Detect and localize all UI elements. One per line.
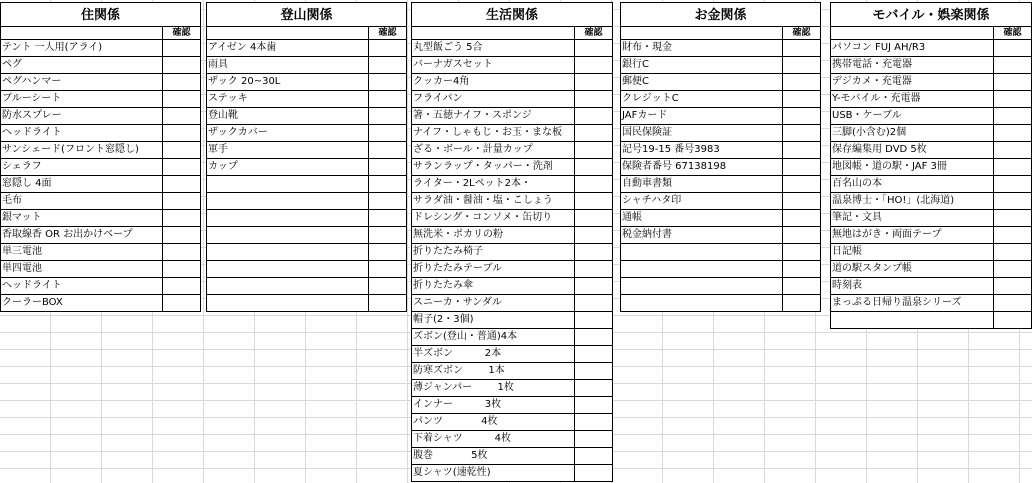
- checklist-row: [1, 210, 200, 227]
- item-cell[interactable]: 香取線香 OR お出かけベープ: [2, 229, 133, 240]
- item-cell[interactable]: 折りたたみ傘: [413, 280, 473, 291]
- item-cell[interactable]: [207, 261, 368, 277]
- checklist-row: [207, 91, 406, 108]
- column-header-row: [207, 26, 406, 40]
- check-cell[interactable]: [782, 159, 820, 175]
- check-cell[interactable]: [574, 142, 612, 158]
- item-cell[interactable]: クーラーBOX: [2, 297, 63, 308]
- check-cell[interactable]: [782, 278, 820, 294]
- checklist-row: [621, 227, 820, 244]
- checklist-row: [831, 227, 1031, 244]
- check-cell[interactable]: [574, 193, 612, 209]
- checklist-row: [412, 57, 612, 74]
- item-cell[interactable]: ザックカバー: [208, 127, 268, 138]
- checklist-row: [1, 91, 200, 108]
- checklist-row: [412, 414, 612, 431]
- check-cell[interactable]: [574, 295, 612, 311]
- item-cell[interactable]: [621, 244, 782, 260]
- block-title: 登山関係: [207, 2, 406, 26]
- checklist-row: [207, 176, 406, 193]
- check-column-header[interactable]: 確認: [574, 27, 612, 39]
- item-cell[interactable]: ブルーシート: [2, 93, 62, 104]
- column-header-row: [621, 26, 820, 40]
- item-cell[interactable]: 三脚(小含む)2個: [832, 127, 907, 138]
- check-cell[interactable]: [368, 210, 406, 226]
- check-cell[interactable]: [162, 295, 200, 311]
- item-cell[interactable]: 時刻表: [832, 280, 862, 291]
- check-cell[interactable]: [782, 91, 820, 107]
- item-cell[interactable]: デジカメ・充電器: [832, 76, 912, 87]
- check-cell[interactable]: [574, 244, 612, 260]
- column-header-row: [831, 26, 1031, 40]
- checklist-row: [207, 278, 406, 295]
- check-cell[interactable]: [993, 244, 1031, 260]
- checklist-row: [207, 74, 406, 91]
- check-cell[interactable]: [993, 159, 1031, 175]
- checklist-row: [207, 142, 406, 159]
- item-cell[interactable]: 地図帳・道の駅・JAF 3冊: [832, 161, 947, 172]
- check-cell[interactable]: [574, 108, 612, 124]
- checklist-row: [831, 91, 1031, 108]
- check-cell[interactable]: [574, 210, 612, 226]
- check-cell[interactable]: [368, 74, 406, 90]
- item-cell[interactable]: 携帯電話・充電器: [832, 59, 912, 70]
- checklist-row: [621, 74, 820, 91]
- check-cell[interactable]: [993, 193, 1031, 209]
- item-cell[interactable]: [831, 312, 993, 328]
- checklist-row: [207, 193, 406, 210]
- block-title: お金関係: [621, 2, 820, 26]
- check-cell[interactable]: [574, 431, 612, 447]
- check-column-header[interactable]: 確認: [368, 27, 406, 39]
- check-cell[interactable]: [782, 74, 820, 90]
- item-cell[interactable]: クレジットC: [622, 93, 679, 104]
- item-cell[interactable]: クッカー4角: [413, 76, 470, 87]
- check-cell[interactable]: [162, 57, 200, 73]
- checklist-row: [412, 448, 612, 465]
- checklist-row: [621, 91, 820, 108]
- check-cell[interactable]: [574, 261, 612, 277]
- checklist-row: [412, 125, 612, 142]
- item-cell[interactable]: 半ズボン 2本: [413, 348, 502, 359]
- checklist-row: [621, 244, 820, 261]
- check-column-header[interactable]: 確認: [993, 27, 1031, 39]
- checklist-row: [831, 193, 1031, 210]
- checklist-row: [1, 57, 200, 74]
- checklist-row: [1, 142, 200, 159]
- checklist-row: [621, 125, 820, 142]
- item-cell[interactable]: 防寒ズボン 1本: [413, 365, 505, 376]
- checklist-row: [412, 363, 612, 380]
- check-cell[interactable]: [574, 312, 612, 328]
- check-cell[interactable]: [993, 125, 1031, 141]
- item-column-header[interactable]: [1, 27, 162, 39]
- item-cell[interactable]: スニーカ・サンダル: [413, 297, 502, 308]
- check-column-header[interactable]: 確認: [162, 27, 200, 39]
- checklist-row: [1, 261, 200, 278]
- item-cell[interactable]: ペグハンマー: [2, 76, 62, 87]
- check-cell[interactable]: [993, 74, 1031, 90]
- checklist-row: [621, 193, 820, 210]
- check-cell[interactable]: [782, 295, 820, 311]
- check-cell[interactable]: [574, 278, 612, 294]
- item-cell[interactable]: 道の駅スタンプ帳: [832, 263, 912, 274]
- checklist-block: [0, 2, 201, 312]
- item-column-header[interactable]: [831, 27, 993, 39]
- item-cell[interactable]: [621, 295, 782, 311]
- check-cell[interactable]: [574, 57, 612, 73]
- check-cell[interactable]: [782, 210, 820, 226]
- item-cell[interactable]: 通帳: [622, 212, 642, 223]
- item-cell[interactable]: ドレシング・コンソメ・缶切り: [413, 212, 553, 223]
- check-cell[interactable]: [368, 295, 406, 311]
- item-cell[interactable]: ライター・2Lペット2本・: [413, 178, 531, 189]
- checklist-row: [831, 74, 1031, 91]
- item-cell[interactable]: 無地はがき・両面テープ: [832, 229, 942, 240]
- item-cell[interactable]: Y-モバイル・充電器: [832, 93, 921, 104]
- item-cell[interactable]: 自動車書類: [622, 178, 672, 189]
- checklist-row: [621, 295, 820, 312]
- item-cell[interactable]: カップ: [208, 161, 238, 172]
- checklist-row: [412, 380, 612, 397]
- check-cell[interactable]: [368, 176, 406, 192]
- check-cell[interactable]: [574, 40, 612, 56]
- check-cell[interactable]: [993, 40, 1031, 56]
- item-cell[interactable]: パソコン FUJ AH/R3: [832, 42, 926, 53]
- checklist-block: [411, 2, 613, 482]
- checklist-row: [621, 261, 820, 278]
- check-cell[interactable]: [993, 312, 1031, 328]
- checklist-row: [621, 108, 820, 125]
- item-cell[interactable]: 単四電池: [2, 263, 42, 274]
- item-cell[interactable]: まっぷる日帰り温泉シリーズ: [832, 297, 962, 308]
- item-cell[interactable]: 銀行C: [622, 59, 649, 70]
- check-cell[interactable]: [162, 125, 200, 141]
- check-cell[interactable]: [368, 261, 406, 277]
- checklist-row: [831, 159, 1031, 176]
- checklist-row: [1, 244, 200, 261]
- checklist-row: [207, 57, 406, 74]
- item-cell[interactable]: [207, 295, 368, 311]
- checklist-row: [621, 159, 820, 176]
- item-cell[interactable]: 百名山の本: [832, 178, 882, 189]
- item-cell[interactable]: 雨具: [208, 59, 228, 70]
- check-cell[interactable]: [782, 142, 820, 158]
- checklist-row: [412, 261, 612, 278]
- check-cell[interactable]: [162, 244, 200, 260]
- item-cell[interactable]: インナー 3枚: [413, 399, 502, 410]
- check-cell[interactable]: [574, 448, 612, 464]
- check-cell[interactable]: [162, 193, 200, 209]
- checklist-row: [831, 142, 1031, 159]
- check-cell[interactable]: [993, 261, 1031, 277]
- check-cell[interactable]: [162, 159, 200, 175]
- checklist-row: [207, 108, 406, 125]
- checklist-row: [831, 312, 1031, 329]
- checklist-row: [831, 261, 1031, 278]
- checklist-row: [831, 295, 1031, 312]
- item-cell[interactable]: 筆記・文具: [832, 212, 882, 223]
- check-cell[interactable]: [993, 176, 1031, 192]
- item-cell[interactable]: [207, 176, 368, 192]
- check-cell[interactable]: [574, 176, 612, 192]
- item-cell[interactable]: ズボン(登山・普通)4本: [413, 331, 518, 342]
- checklist-row: [412, 465, 612, 482]
- item-cell[interactable]: 窓隠し 4面: [2, 178, 52, 189]
- check-cell[interactable]: [993, 142, 1031, 158]
- check-cell[interactable]: [993, 57, 1031, 73]
- checklist-row: [1, 278, 200, 295]
- check-cell[interactable]: [782, 125, 820, 141]
- item-column-header[interactable]: [207, 27, 368, 39]
- checklist-row: [412, 244, 612, 261]
- check-cell[interactable]: [162, 176, 200, 192]
- block-title: モバイル・娯楽関係: [831, 2, 1031, 26]
- check-cell[interactable]: [993, 108, 1031, 124]
- checklist-row: [412, 227, 612, 244]
- checklist-row: [1, 227, 200, 244]
- item-column-header[interactable]: [621, 27, 782, 39]
- check-cell[interactable]: [162, 227, 200, 243]
- item-cell[interactable]: [207, 193, 368, 209]
- check-column-header[interactable]: 確認: [782, 27, 820, 39]
- checklist-row: [412, 142, 612, 159]
- check-cell[interactable]: [782, 176, 820, 192]
- item-column-header[interactable]: [412, 27, 574, 39]
- check-cell[interactable]: [368, 227, 406, 243]
- check-cell[interactable]: [368, 108, 406, 124]
- item-cell[interactable]: 郵便C: [622, 76, 649, 87]
- checklist-row: [412, 295, 612, 312]
- check-cell[interactable]: [782, 261, 820, 277]
- check-cell[interactable]: [162, 261, 200, 277]
- check-cell[interactable]: [993, 295, 1031, 311]
- check-cell[interactable]: [368, 40, 406, 56]
- check-cell[interactable]: [162, 108, 200, 124]
- item-cell[interactable]: ステッキ: [208, 93, 248, 104]
- item-cell[interactable]: アイゼン 4本歯: [208, 42, 277, 53]
- checklist-row: [621, 57, 820, 74]
- item-cell[interactable]: ヘッドライト: [2, 127, 62, 138]
- check-cell[interactable]: [574, 125, 612, 141]
- item-cell[interactable]: [621, 278, 782, 294]
- checklist-row: [1, 74, 200, 91]
- checklist-row: [412, 397, 612, 414]
- checklist-row: [1, 295, 200, 312]
- checklist-row: [412, 312, 612, 329]
- item-cell[interactable]: シャチハタ印: [622, 195, 682, 206]
- checklist-row: [412, 40, 612, 57]
- block-title: 生活関係: [412, 2, 612, 26]
- check-cell[interactable]: [993, 227, 1031, 243]
- checklist-row: [621, 40, 820, 57]
- checklist-row: [207, 244, 406, 261]
- check-cell[interactable]: [162, 142, 200, 158]
- checklist-row: [621, 142, 820, 159]
- check-cell[interactable]: [993, 91, 1031, 107]
- checklist-row: [831, 210, 1031, 227]
- checklist-block: [830, 2, 1032, 329]
- checklist-row: [831, 57, 1031, 74]
- check-cell[interactable]: [574, 414, 612, 430]
- item-cell[interactable]: パンツ 4枚: [413, 416, 498, 427]
- item-cell[interactable]: 折りたたみテーブル: [413, 263, 503, 274]
- item-cell[interactable]: 税金納付書: [622, 229, 672, 240]
- item-cell[interactable]: バーナガスセット: [413, 59, 493, 70]
- checklist-row: [1, 125, 200, 142]
- item-cell[interactable]: [621, 261, 782, 277]
- checklist-row: [831, 176, 1031, 193]
- checklist-row: [831, 278, 1031, 295]
- checklist-row: [831, 108, 1031, 125]
- checklist-row: [831, 40, 1031, 57]
- item-cell[interactable]: 腹巻 5枚: [413, 450, 488, 461]
- check-cell[interactable]: [782, 244, 820, 260]
- item-cell[interactable]: JAFカード: [622, 110, 668, 121]
- item-cell[interactable]: ザック 20~30L: [208, 76, 281, 87]
- check-cell[interactable]: [368, 193, 406, 209]
- checklist-row: [412, 278, 612, 295]
- item-cell[interactable]: [207, 278, 368, 294]
- item-cell[interactable]: [207, 227, 368, 243]
- check-cell[interactable]: [574, 397, 612, 413]
- check-cell[interactable]: [782, 57, 820, 73]
- item-cell[interactable]: フライパン: [413, 93, 463, 104]
- check-cell[interactable]: [162, 40, 200, 56]
- item-cell[interactable]: 折りたたみ椅子: [413, 246, 483, 257]
- item-cell[interactable]: 無洗米・ポカリの粉: [413, 229, 503, 240]
- item-cell[interactable]: サランラップ・タッパー・洗剤: [413, 161, 553, 172]
- checklist-row: [1, 193, 200, 210]
- checklist-row: [412, 346, 612, 363]
- item-cell[interactable]: 防水スプレー: [2, 110, 62, 121]
- item-cell[interactable]: 薄ジャンパー 1枚: [413, 382, 514, 393]
- checklist-row: [621, 278, 820, 295]
- check-cell[interactable]: [368, 278, 406, 294]
- item-cell[interactable]: 日記帳: [832, 246, 862, 257]
- check-cell[interactable]: [574, 91, 612, 107]
- item-cell[interactable]: テント 一人用(アライ): [2, 42, 103, 53]
- check-cell[interactable]: [574, 380, 612, 396]
- item-cell[interactable]: 箸・五徳ナイフ・スポンジ: [413, 110, 532, 121]
- checklist-row: [621, 210, 820, 227]
- checklist-row: [621, 176, 820, 193]
- check-cell[interactable]: [368, 244, 406, 260]
- check-cell[interactable]: [368, 125, 406, 141]
- check-cell[interactable]: [574, 159, 612, 175]
- item-cell[interactable]: ヘッドライト: [2, 280, 62, 291]
- checklist-row: [412, 329, 612, 346]
- check-cell[interactable]: [368, 159, 406, 175]
- check-cell[interactable]: [368, 142, 406, 158]
- check-cell[interactable]: [993, 278, 1031, 294]
- checklist-row: [412, 159, 612, 176]
- checklist-row: [412, 108, 612, 125]
- checklist-block: [206, 2, 407, 312]
- checklist-row: [831, 125, 1031, 142]
- checklist-row: [412, 431, 612, 448]
- checklist-row: [207, 295, 406, 312]
- item-cell[interactable]: 単三電池: [2, 246, 42, 257]
- checklist-row: [207, 125, 406, 142]
- item-cell[interactable]: 丸型飯ごう 5合: [413, 42, 483, 53]
- item-cell[interactable]: 記号19-15 番号3983: [622, 144, 720, 155]
- checklist-row: [207, 261, 406, 278]
- checklist-block: [620, 2, 821, 312]
- checklist-row: [207, 210, 406, 227]
- checklist-row: [1, 108, 200, 125]
- item-cell[interactable]: 夏シャツ(速乾性): [413, 467, 491, 478]
- checklist-row: [1, 40, 200, 57]
- item-cell[interactable]: 財布・現金: [622, 42, 672, 53]
- item-cell[interactable]: 下着シャツ 4枚: [413, 433, 511, 444]
- item-cell[interactable]: 国民保険証: [622, 127, 672, 138]
- check-cell[interactable]: [162, 91, 200, 107]
- column-header-row: [412, 26, 612, 40]
- item-cell[interactable]: 銀マット: [2, 212, 42, 223]
- block-title: 住関係: [1, 2, 200, 26]
- item-cell[interactable]: 登山靴: [208, 110, 238, 121]
- check-cell[interactable]: [368, 57, 406, 73]
- checklist-row: [831, 244, 1031, 261]
- checklist-row: [1, 159, 200, 176]
- check-cell[interactable]: [993, 210, 1031, 226]
- item-cell[interactable]: ナイフ・しゃもじ・お玉・まな板: [413, 127, 562, 138]
- item-cell[interactable]: [207, 244, 368, 260]
- check-cell[interactable]: [574, 329, 612, 345]
- item-cell[interactable]: 温泉博士・「HO!」(北海道): [832, 195, 955, 206]
- check-cell[interactable]: [574, 346, 612, 362]
- item-cell[interactable]: ざる・ボール・計量カップ: [413, 144, 533, 155]
- item-cell[interactable]: サラダ油・醤油・塩・こしょう: [413, 195, 553, 206]
- item-cell[interactable]: 毛布: [2, 195, 22, 206]
- checklist-row: [412, 91, 612, 108]
- check-cell[interactable]: [368, 91, 406, 107]
- check-cell[interactable]: [162, 210, 200, 226]
- item-cell[interactable]: 帽子(2・3個): [413, 314, 474, 325]
- item-cell[interactable]: ペグ: [2, 59, 22, 70]
- check-cell[interactable]: [574, 363, 612, 379]
- check-cell[interactable]: [162, 278, 200, 294]
- checklist-row: [412, 176, 612, 193]
- item-cell[interactable]: 軍手: [208, 144, 228, 155]
- item-cell[interactable]: サンシェード(フロント窓隠し): [2, 144, 139, 155]
- checklist-row: [207, 227, 406, 244]
- checklist-row: [207, 159, 406, 176]
- checklist-row: [412, 210, 612, 227]
- check-cell[interactable]: [782, 227, 820, 243]
- item-cell[interactable]: 保存編集用 DVD 5枚: [832, 144, 927, 155]
- checklist-row: [207, 40, 406, 57]
- checklist-row: [412, 193, 612, 210]
- check-cell[interactable]: [574, 74, 612, 90]
- item-cell[interactable]: 保険者番号 67138198: [622, 161, 727, 172]
- column-header-row: [1, 26, 200, 40]
- check-cell[interactable]: [782, 40, 820, 56]
- check-cell[interactable]: [782, 108, 820, 124]
- check-cell[interactable]: [574, 227, 612, 243]
- check-cell[interactable]: [162, 74, 200, 90]
- check-cell[interactable]: [782, 193, 820, 209]
- item-cell[interactable]: [207, 210, 368, 226]
- check-cell[interactable]: [574, 465, 612, 481]
- checklist-row: [1, 176, 200, 193]
- checklist-row: [412, 74, 612, 91]
- item-cell[interactable]: USB・ケーブル: [832, 110, 902, 121]
- item-cell[interactable]: シェラフ: [2, 161, 42, 172]
